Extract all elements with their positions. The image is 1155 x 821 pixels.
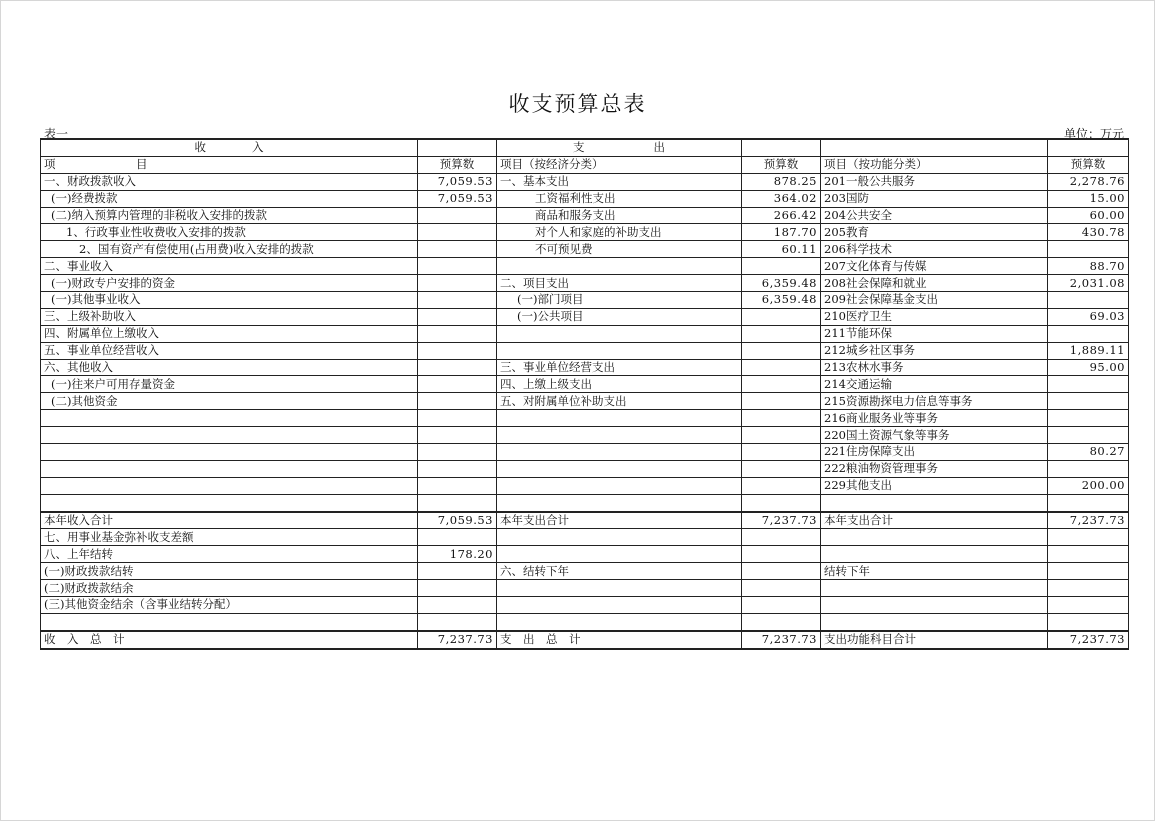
table-cell: 229其他支出 <box>821 477 1048 494</box>
table-cell: (一)经费拨款 <box>41 190 418 207</box>
expense-header: 支 出 <box>497 139 742 156</box>
table-cell <box>497 325 742 342</box>
table-cell <box>742 546 821 563</box>
table-cell <box>742 613 821 630</box>
table-row <box>41 444 1129 461</box>
table-cell: 208社会保障和就业 <box>821 275 1048 292</box>
table-cell: 五、事业单位经营收入 <box>41 342 418 359</box>
table-cell: 六、其他收入 <box>41 359 418 376</box>
table-cell <box>1048 460 1129 477</box>
table-cell: 一、财政拨款收入 <box>41 173 418 190</box>
table-cell: 6,359.48 <box>742 292 821 309</box>
table-cell: 7,237.73 <box>418 631 497 649</box>
table-cell: 200.00 <box>1048 477 1129 494</box>
table-cell <box>1048 546 1129 563</box>
table-cell <box>497 258 742 275</box>
table-cell <box>1048 325 1129 342</box>
table-cell <box>821 580 1048 597</box>
table-cell: (一)公共项目 <box>497 308 742 325</box>
table-cell <box>821 546 1048 563</box>
table-cell: 69.03 <box>1048 308 1129 325</box>
table-cell <box>1048 427 1129 444</box>
table-cell <box>1048 292 1129 309</box>
table-cell <box>41 494 418 511</box>
table-row <box>41 207 1129 224</box>
table-row <box>41 631 1129 649</box>
table-row <box>41 376 1129 393</box>
table-cell <box>742 444 821 461</box>
table-cell: 878.25 <box>742 173 821 190</box>
table-cell <box>418 258 497 275</box>
table-cell: 15.00 <box>1048 190 1129 207</box>
table-cell <box>418 613 497 630</box>
table-row <box>41 597 1129 614</box>
income-header: 收 入 <box>41 139 418 156</box>
column-header: 预算数 <box>1048 156 1129 173</box>
table-cell: 215资源勘探电力信息等事务 <box>821 393 1048 410</box>
table-cell <box>418 580 497 597</box>
table-cell <box>742 460 821 477</box>
table-cell: 210医疗卫生 <box>821 308 1048 325</box>
table-row <box>41 427 1129 444</box>
table-cell: 支出功能科目合计 <box>821 631 1048 649</box>
table-cell: 1,889.11 <box>1048 342 1129 359</box>
table-cell <box>418 563 497 580</box>
table-cell <box>742 494 821 511</box>
table-cell: 四、上缴上级支出 <box>497 376 742 393</box>
table-cell <box>418 207 497 224</box>
table-cell: 203国防 <box>821 190 1048 207</box>
table-cell <box>1048 376 1129 393</box>
table-cell <box>497 494 742 511</box>
table-cell: 本年支出合计 <box>497 512 742 529</box>
table-cell <box>821 613 1048 630</box>
table-row <box>41 173 1129 190</box>
table-row <box>41 258 1129 275</box>
table-cell: 7,237.73 <box>742 631 821 649</box>
table-cell <box>497 427 742 444</box>
table-cell <box>742 597 821 614</box>
table-cell: 214交通运输 <box>821 376 1048 393</box>
table-cell: 对个人和家庭的补助支出 <box>497 224 742 241</box>
table-cell <box>821 597 1048 614</box>
column-header: 项目（按经济分类） <box>497 156 742 173</box>
table-cell: 178.20 <box>418 546 497 563</box>
table-cell: 60.00 <box>1048 207 1129 224</box>
table-cell <box>418 393 497 410</box>
table-cell: 206科学技术 <box>821 241 1048 258</box>
table-cell <box>1048 580 1129 597</box>
column-header: 预算数 <box>418 156 497 173</box>
table-cell: 2,278.76 <box>1048 173 1129 190</box>
table-cell <box>497 613 742 630</box>
table-cell: 五、对附属单位补助支出 <box>497 393 742 410</box>
table-row <box>41 529 1129 546</box>
table-cell <box>41 427 418 444</box>
table-cell <box>497 410 742 427</box>
table-cell <box>418 460 497 477</box>
table-row <box>41 241 1129 258</box>
budget-table <box>40 138 1129 650</box>
table-cell: 364.02 <box>742 190 821 207</box>
table-cell <box>742 393 821 410</box>
table-row <box>41 325 1129 342</box>
table-cell <box>41 410 418 427</box>
table-row <box>41 190 1129 207</box>
table-cell: 221住房保障支出 <box>821 444 1048 461</box>
table-row <box>41 308 1129 325</box>
table-cell <box>418 376 497 393</box>
table-cell: 211节能环保 <box>821 325 1048 342</box>
table-cell <box>742 308 821 325</box>
table-cell: 四、附属单位上缴收入 <box>41 325 418 342</box>
table-cell: 266.42 <box>742 207 821 224</box>
table-cell: 7,237.73 <box>1048 512 1129 529</box>
table-cell: (一)财政专户安排的资金 <box>41 275 418 292</box>
table-row <box>41 410 1129 427</box>
table-cell: 95.00 <box>1048 359 1129 376</box>
table-cell <box>742 342 821 359</box>
table-cell <box>497 342 742 359</box>
table-cell <box>821 529 1048 546</box>
table-cell: 430.78 <box>1048 224 1129 241</box>
table-row <box>41 393 1129 410</box>
table-cell <box>742 563 821 580</box>
table-cell <box>742 580 821 597</box>
table-cell <box>497 460 742 477</box>
table-cell: 216商业服务业等事务 <box>821 410 1048 427</box>
table-cell <box>1048 563 1129 580</box>
table-cell <box>418 342 497 359</box>
table-cell <box>418 275 497 292</box>
table-cell: 七、用事业基金弥补收支差额 <box>41 529 418 546</box>
table-cell: 结转下年 <box>821 563 1048 580</box>
table-cell: 7,059.53 <box>418 512 497 529</box>
table-cell: 201一般公共服务 <box>821 173 1048 190</box>
table-cell <box>418 529 497 546</box>
table-cell <box>418 224 497 241</box>
table-cell: 收 入 总 计 <box>41 631 418 649</box>
table-header-row <box>41 156 1129 173</box>
table-cell <box>1048 494 1129 511</box>
table-cell: 212城乡社区事务 <box>821 342 1048 359</box>
table-row <box>41 563 1129 580</box>
column-header: 预算数 <box>742 156 821 173</box>
table-cell: 支 出 总 计 <box>497 631 742 649</box>
table-cell: 本年支出合计 <box>821 512 1048 529</box>
table-cell: 本年收入合计 <box>41 512 418 529</box>
table-cell <box>41 477 418 494</box>
table-cell <box>497 477 742 494</box>
table-cell: (一)其他事业收入 <box>41 292 418 309</box>
table-cell: 204公共安全 <box>821 207 1048 224</box>
table-cell: 1、行政事业性收费收入安排的拨款 <box>41 224 418 241</box>
table-cell: 213农林水事务 <box>821 359 1048 376</box>
table-cell <box>742 477 821 494</box>
table-cell <box>418 494 497 511</box>
unit-label: 单位：万元 <box>1063 127 1124 141</box>
table-cell <box>1048 241 1129 258</box>
table-cell <box>742 427 821 444</box>
page-title: 收支预算总表 <box>508 92 647 116</box>
table-cell <box>418 597 497 614</box>
table-row <box>41 460 1129 477</box>
table-cell <box>1048 393 1129 410</box>
column-header: 项 目 <box>41 156 418 173</box>
table-cell: 商品和服务支出 <box>497 207 742 224</box>
table-cell <box>418 477 497 494</box>
table-cell: 6,359.48 <box>742 275 821 292</box>
table-cell: 7,237.73 <box>742 512 821 529</box>
table-cell <box>497 444 742 461</box>
table-row <box>41 342 1129 359</box>
table-cell: 60.11 <box>742 241 821 258</box>
table-cell: 三、上级补助收入 <box>41 308 418 325</box>
table-cell: 187.70 <box>742 224 821 241</box>
table-cell <box>418 292 497 309</box>
table-cell <box>41 613 418 630</box>
table-cell: 2、国有资产有偿使用(占用费)收入安排的拨款 <box>41 241 418 258</box>
table-cell <box>497 580 742 597</box>
table-cell: 207文化体育与传媒 <box>821 258 1048 275</box>
table-cell: 三、事业单位经营支出 <box>497 359 742 376</box>
table-header-row <box>41 139 1129 156</box>
table-cell: 工资福利性支出 <box>497 190 742 207</box>
table-cell <box>497 529 742 546</box>
table-cell: (一)部门项目 <box>497 292 742 309</box>
table-cell: 2,031.08 <box>1048 275 1129 292</box>
table-row <box>41 613 1129 630</box>
table-cell <box>742 325 821 342</box>
table-cell: (二)其他资金 <box>41 393 418 410</box>
table-row <box>41 224 1129 241</box>
table-cell <box>1048 529 1129 546</box>
table-row <box>41 275 1129 292</box>
table-row <box>41 546 1129 563</box>
table-cell: 88.70 <box>1048 258 1129 275</box>
table-cell: 八、上年结转 <box>41 546 418 563</box>
table-cell <box>418 308 497 325</box>
table-row <box>41 477 1129 494</box>
table-cell: (二)纳入预算内管理的非税收入安排的拨款 <box>41 207 418 224</box>
table-row <box>41 359 1129 376</box>
table-cell <box>742 376 821 393</box>
table-cell <box>742 258 821 275</box>
table-cell <box>1048 597 1129 614</box>
table-cell <box>497 546 742 563</box>
table-cell: (一)财政拨款结转 <box>41 563 418 580</box>
table-cell: 80.27 <box>1048 444 1129 461</box>
table-row <box>41 512 1129 529</box>
table-cell <box>418 241 497 258</box>
table-cell: (三)其他资金结余（含事业结转分配） <box>41 597 418 614</box>
table-cell: 7,237.73 <box>1048 631 1129 649</box>
table-cell: 7,059.53 <box>418 173 497 190</box>
table-cell <box>418 325 497 342</box>
table-label: 表一 <box>44 127 69 141</box>
table-cell <box>497 597 742 614</box>
table-cell <box>418 359 497 376</box>
table-cell <box>418 444 497 461</box>
table-cell <box>418 410 497 427</box>
table-cell <box>742 410 821 427</box>
table-cell <box>41 460 418 477</box>
table-cell: 209社会保障基金支出 <box>821 292 1048 309</box>
table-cell: 二、事业收入 <box>41 258 418 275</box>
table-cell <box>742 529 821 546</box>
table-row <box>41 580 1129 597</box>
table-cell <box>821 494 1048 511</box>
table-cell: 222粮油物资管理事务 <box>821 460 1048 477</box>
column-header: 项目（按功能分类） <box>821 156 1048 173</box>
table-cell: 220国土资源气象等事务 <box>821 427 1048 444</box>
table-cell <box>742 359 821 376</box>
table-cell: 不可预见费 <box>497 241 742 258</box>
table-cell <box>1048 410 1129 427</box>
table-cell <box>1048 613 1129 630</box>
table-cell: 六、结转下年 <box>497 563 742 580</box>
table-cell: 一、基本支出 <box>497 173 742 190</box>
table-cell: (一)往来户可用存量资金 <box>41 376 418 393</box>
table-cell: 7,059.53 <box>418 190 497 207</box>
table-cell <box>41 444 418 461</box>
table-cell: (二)财政拨款结余 <box>41 580 418 597</box>
table-row <box>41 494 1129 511</box>
table-cell: 205教育 <box>821 224 1048 241</box>
table-cell <box>418 427 497 444</box>
table-row <box>41 292 1129 309</box>
table-cell: 二、项目支出 <box>497 275 742 292</box>
